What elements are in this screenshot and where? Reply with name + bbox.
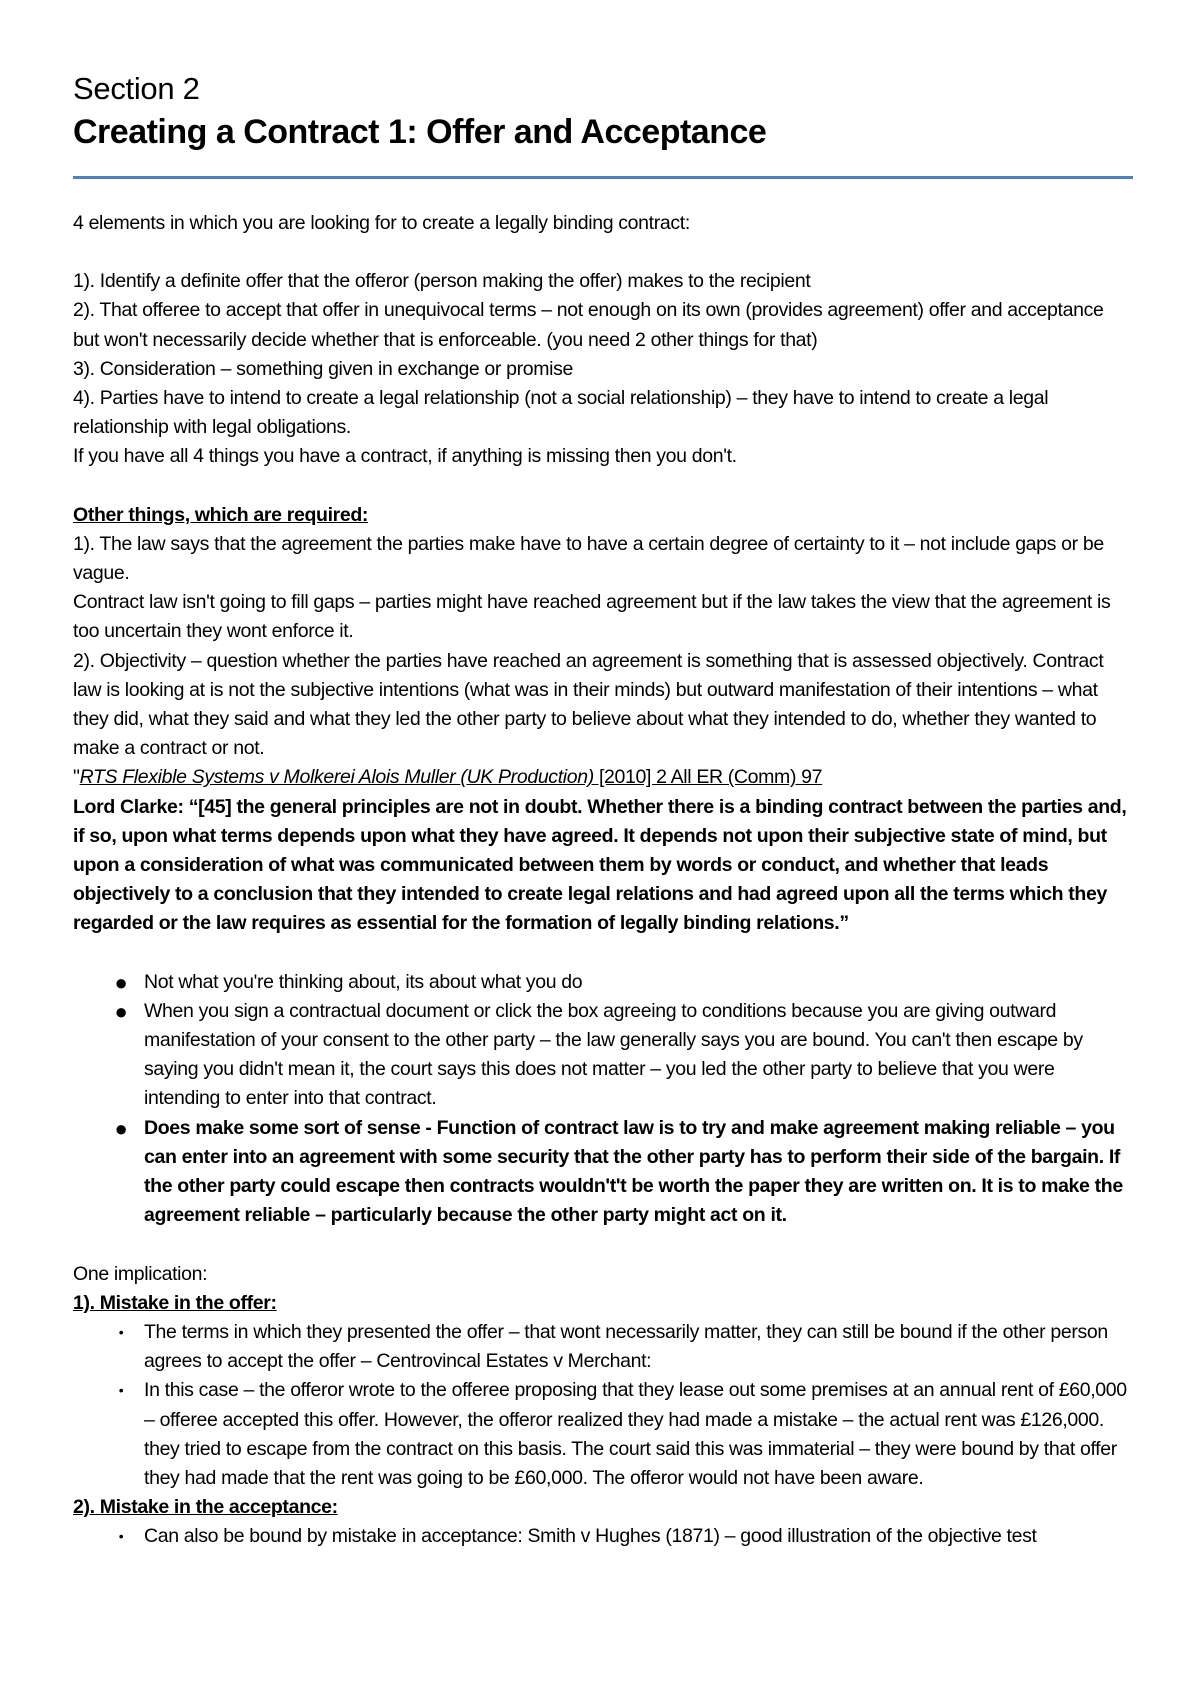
implication-label: One implication: xyxy=(73,1262,208,1285)
certainty-paragraph: 1). The law says that the agreement the parties make have to have a certain degree of certainty to it – not include gaps or be vague. xyxy=(73,532,1104,585)
title-rule xyxy=(73,176,1133,179)
bullet-icon: ● xyxy=(114,998,128,1024)
intro-text: 4 elements in which you are looking for to create a legally binding contract: xyxy=(73,212,690,234)
bullet-icon: • xyxy=(118,1323,124,1340)
case-name: RTS Flexible Systems v Molkerei Alois Muller (UK Production) xyxy=(79,766,594,789)
objectivity-paragraph: 2). Objectivity – question whether the parties have reached an agreement is something that is assessed objectively. Contract law is looking at is not the subjective intentions (what was in their minds) but outward manifestation of their intentions – what they did, what they said and what they led the other party to believe about what they intended to do, whether they wanted to make a contract or not. xyxy=(73,649,1104,760)
element-4: 4). Parties have to intend to create a legal relationship (not a social relationship) – they have to intend to create a legal relationship with legal obligations. xyxy=(73,387,1049,439)
gaps-paragraph: Contract law isn't going to fill gaps – parties might have reached agreement but if the law takes the view that the agreement is too uncertain they wont enforce it. xyxy=(73,591,1111,643)
section-label: Section 2 xyxy=(73,71,200,106)
lord-clarke-quote: Lord Clarke: “[45] the general principles are not in doubt. Whether there is a binding contract between the parties and, if so, upon what terms depends upon what they have agreed. It depends not upon their subjective state of mind, but upon a consideration of what was communicated between them by words or conduct, and whether that leads objectively to a conclusion that they intended to create legal relations and had agreed upon all the terms which they regarded or the law requires as essential for the formation of legally binding relations.” xyxy=(73,795,1127,935)
list-item: • Can also be bound by mistake in acceptance: Smith v Hughes (1871) – good illustration of the objective test xyxy=(73,1522,1133,1551)
case-reference: [2010] 2 All ER (Comm) 97 xyxy=(593,766,823,789)
mistake-acceptance-heading: 2). Mistake in the acceptance: xyxy=(73,1496,338,1519)
bullet-icon: ● xyxy=(114,1115,128,1141)
elements-summary: If you have all 4 things you have a contract, if anything is missing then you don't. xyxy=(73,445,737,468)
case-open-quote: " xyxy=(73,766,80,789)
element-2: 2). That offeree to accept that offer in unequivocal terms – not enough on its own (provides agreement) offer and acceptance but won't necessarily decide whether that is enforceable. (you need 2 other things for that) xyxy=(73,299,1104,351)
mistake-acceptance-list xyxy=(73,1522,1133,1551)
list-item: • The terms in which they presented the offer – that wont necessarily matter, they can still be bound if the other person agrees to accept the offer – Centrovincal Estates v Merchant: xyxy=(73,1318,1133,1376)
case-citation xyxy=(73,763,1133,792)
element-1: 1). Identify a definite offer that the offeror (person making the offer) makes to the recipient xyxy=(73,270,811,293)
element-3: 3). Consideration – something given in exchange or promise xyxy=(73,357,573,380)
document-title: Creating a Contract 1: Offer and Acceptance xyxy=(73,113,767,151)
list-item: ● When you sign a contractual document or click the box agreeing to conditions because you are giving outward manifestation of your consent to the other party – the law generally says you are bound. You can't then escape by saying you didn't mean it, the court says this does not matter – you led the other party to believe that you were intending to enter into that contract. xyxy=(73,997,1133,1114)
objectivity-bullets xyxy=(73,968,1133,1231)
mistake-offer-list xyxy=(73,1318,1133,1493)
other-things-heading: Other things, which are required: xyxy=(73,503,369,526)
list-item: ● Not what you're thinking about, its about what you do xyxy=(73,968,1133,997)
list-item: • In this case – the offeror wrote to the offeree proposing that they lease out some premises at an annual rent of £60,000 – offeree accepted this offer. However, the offeror realized they had made a mistake – the actual rent was £126,000. they tried to escape from the contract on this basis. The court said this was immaterial – they were bound by that offer they had made that the rent was going to be £60,000. The offeror would not have been aware. xyxy=(73,1376,1133,1493)
mistake-offer-heading: 1). Mistake in the offer: xyxy=(73,1291,277,1314)
bullet-icon: • xyxy=(118,1528,124,1545)
bullet-icon: ● xyxy=(114,969,128,995)
bullet-icon: • xyxy=(118,1382,124,1399)
document-page xyxy=(73,70,1133,1552)
list-item: ● Does make some sort of sense - Function of contract law is to try and make agreement making reliable – you can enter into an agreement with some security that the other party has to perform their side of the bargain. If the other party could escape then contracts wouldn't't be worth the paper they are written on. It is to make the agreement reliable – particularly because the other party might act on it. xyxy=(73,1114,1133,1231)
